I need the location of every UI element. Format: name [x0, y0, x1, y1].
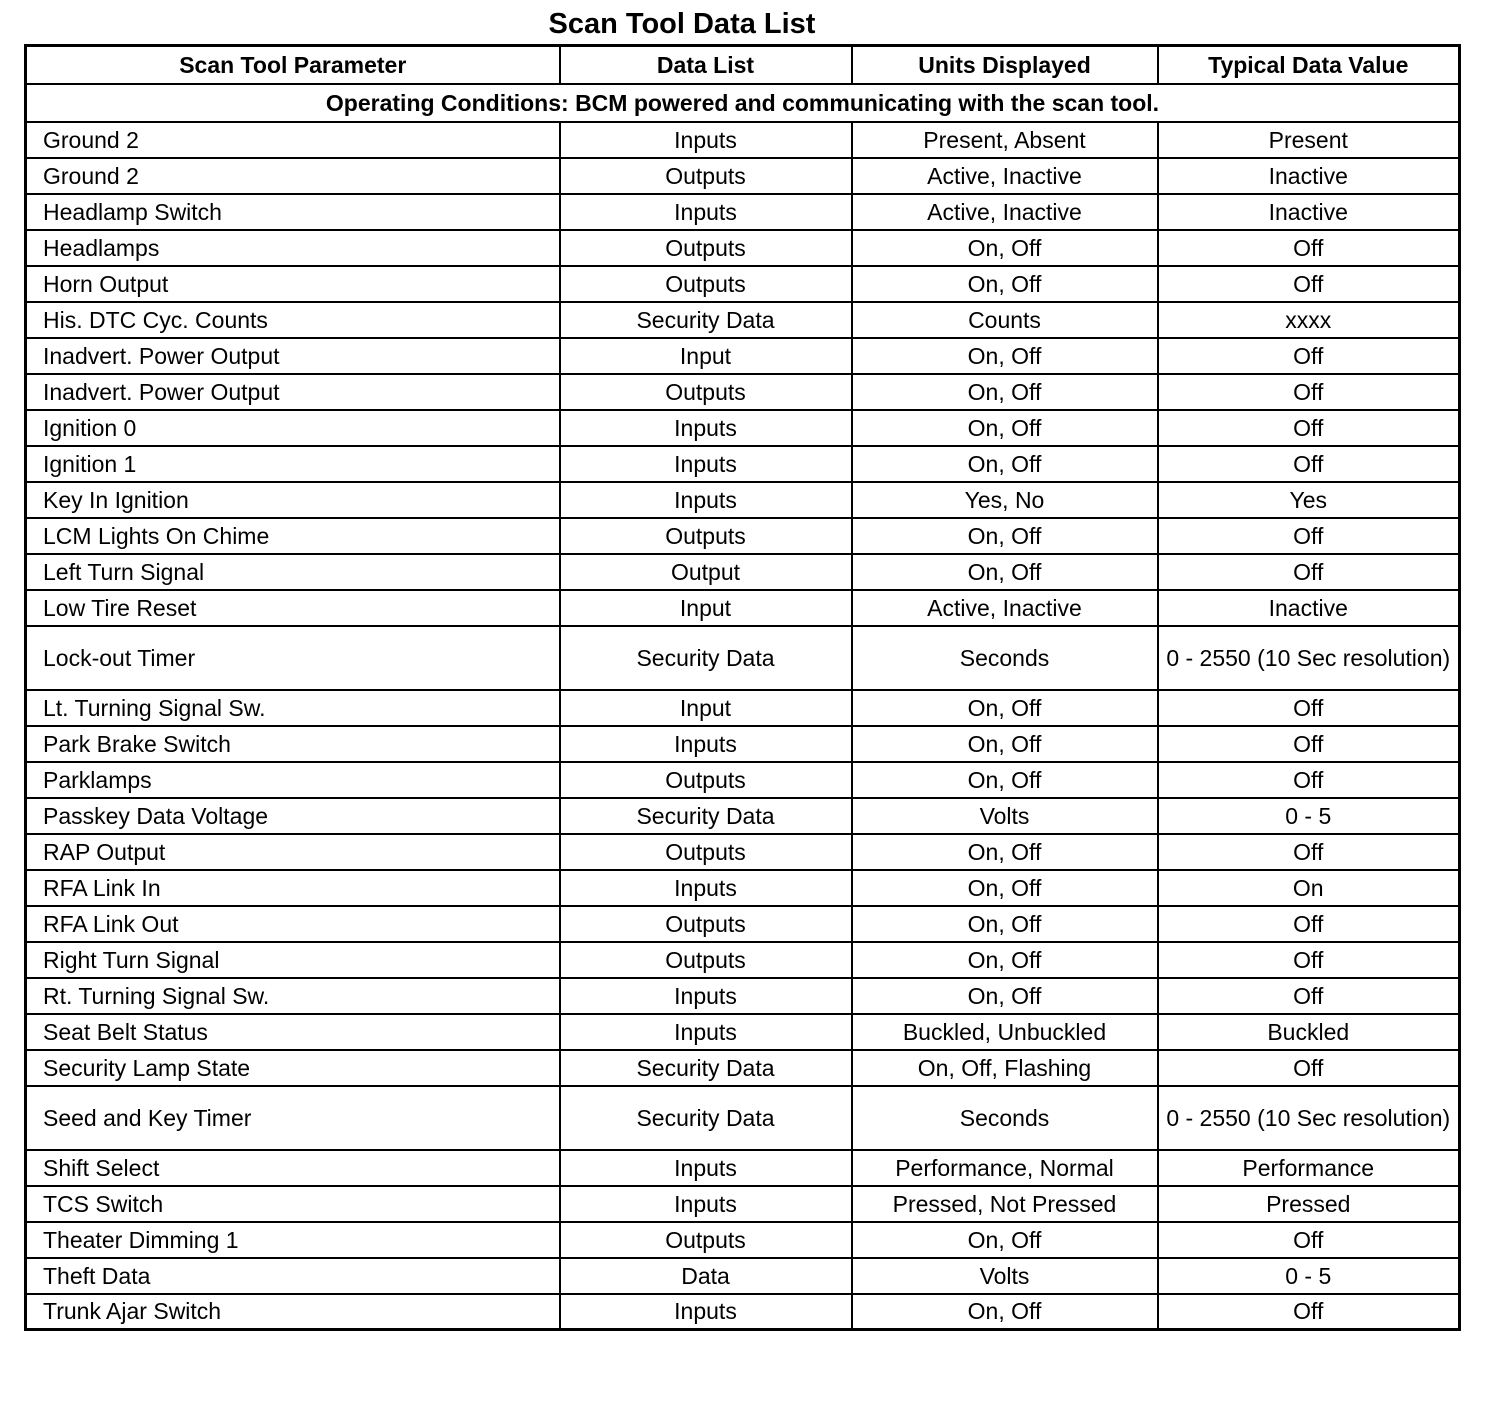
cell-parameter: Theater Dimming 1 — [26, 1222, 560, 1258]
table-row — [26, 1150, 1460, 1186]
cell-units-displayed: On, Off — [852, 762, 1158, 798]
cell-data-list: Outputs — [560, 762, 852, 798]
cell-data-list: Outputs — [560, 834, 852, 870]
table-row — [26, 446, 1460, 482]
cell-typical-value: Inactive — [1158, 590, 1460, 626]
cell-data-list: Security Data — [560, 1086, 852, 1150]
cell-typical-value: Off — [1158, 266, 1460, 302]
cell-data-list: Outputs — [560, 906, 852, 942]
cell-typical-value: Off — [1158, 518, 1460, 554]
cell-data-list: Input — [560, 338, 852, 374]
cell-units-displayed: Present, Absent — [852, 122, 1158, 158]
cell-typical-value: Off — [1158, 834, 1460, 870]
header-data-list: Data List — [560, 46, 852, 84]
table-row — [26, 1014, 1460, 1050]
cell-parameter: Security Lamp State — [26, 1050, 560, 1086]
cell-typical-value: Off — [1158, 690, 1460, 726]
cell-typical-value: Performance — [1158, 1150, 1460, 1186]
cell-parameter: Inadvert. Power Output — [26, 338, 560, 374]
cell-data-list: Outputs — [560, 942, 852, 978]
cell-typical-value: Present — [1158, 122, 1460, 158]
table-row — [26, 906, 1460, 942]
header-row — [26, 46, 1460, 84]
cell-parameter: Park Brake Switch — [26, 726, 560, 762]
table-row — [26, 1086, 1460, 1150]
cell-typical-value: Off — [1158, 446, 1460, 482]
cell-typical-value: Off — [1158, 554, 1460, 590]
cell-units-displayed: On, Off — [852, 942, 1158, 978]
table-row — [26, 1050, 1460, 1086]
cell-units-displayed: Counts — [852, 302, 1158, 338]
table-row — [26, 230, 1460, 266]
cell-units-displayed: On, Off — [852, 518, 1158, 554]
cell-units-displayed: On, Off — [852, 446, 1158, 482]
cell-typical-value: Off — [1158, 410, 1460, 446]
table-row — [26, 726, 1460, 762]
table-row — [26, 410, 1460, 446]
cell-typical-value: Off — [1158, 726, 1460, 762]
cell-data-list: Output — [560, 554, 852, 590]
table-row — [26, 554, 1460, 590]
cell-typical-value: Buckled — [1158, 1014, 1460, 1050]
cell-data-list: Security Data — [560, 626, 852, 690]
cell-typical-value: Off — [1158, 1050, 1460, 1086]
cell-parameter: RFA Link In — [26, 870, 560, 906]
cell-parameter: Theft Data — [26, 1258, 560, 1294]
cell-units-displayed: On, Off — [852, 906, 1158, 942]
cell-data-list: Inputs — [560, 726, 852, 762]
table-row — [26, 626, 1460, 690]
cell-parameter: LCM Lights On Chime — [26, 518, 560, 554]
cell-parameter: Shift Select — [26, 1150, 560, 1186]
cell-typical-value: Inactive — [1158, 194, 1460, 230]
cell-units-displayed: Pressed, Not Pressed — [852, 1186, 1158, 1222]
cell-data-list: Inputs — [560, 194, 852, 230]
cell-units-displayed: Yes, No — [852, 482, 1158, 518]
cell-typical-value: 0 - 5 — [1158, 798, 1460, 834]
cell-units-displayed: On, Off — [852, 554, 1158, 590]
cell-typical-value: Yes — [1158, 482, 1460, 518]
cell-data-list: Outputs — [560, 1222, 852, 1258]
cell-units-displayed: Active, Inactive — [852, 194, 1158, 230]
cell-data-list: Inputs — [560, 1294, 852, 1330]
cell-parameter: Headlamps — [26, 230, 560, 266]
table-row — [26, 870, 1460, 906]
cell-data-list: Inputs — [560, 870, 852, 906]
cell-parameter: RAP Output — [26, 834, 560, 870]
table-row — [26, 1258, 1460, 1294]
table-body — [26, 84, 1460, 1330]
cell-parameter: RFA Link Out — [26, 906, 560, 942]
cell-data-list: Data — [560, 1258, 852, 1294]
cell-units-displayed: On, Off — [852, 374, 1158, 410]
cell-parameter: Rt. Turning Signal Sw. — [26, 978, 560, 1014]
table-row — [26, 590, 1460, 626]
cell-units-displayed: Performance, Normal — [852, 1150, 1158, 1186]
cell-parameter: Lock-out Timer — [26, 626, 560, 690]
cell-parameter: Passkey Data Voltage — [26, 798, 560, 834]
cell-parameter: Inadvert. Power Output — [26, 374, 560, 410]
table-row — [26, 1222, 1460, 1258]
table-row — [26, 122, 1460, 158]
cell-typical-value: Off — [1158, 762, 1460, 798]
cell-units-displayed: Seconds — [852, 1086, 1158, 1150]
table-row — [26, 942, 1460, 978]
table-row — [26, 374, 1460, 410]
cell-units-displayed: Volts — [852, 1258, 1158, 1294]
cell-typical-value: Off — [1158, 1294, 1460, 1330]
cell-typical-value: 0 - 2550 (10 Sec resolution) — [1158, 626, 1460, 690]
cell-units-displayed: On, Off — [852, 978, 1158, 1014]
cell-parameter: Key In Ignition — [26, 482, 560, 518]
cell-data-list: Security Data — [560, 1050, 852, 1086]
table-row — [26, 978, 1460, 1014]
cell-data-list: Inputs — [560, 122, 852, 158]
cell-typical-value: Off — [1158, 978, 1460, 1014]
cell-data-list: Outputs — [560, 230, 852, 266]
table-row — [26, 1294, 1460, 1330]
cell-data-list: Inputs — [560, 446, 852, 482]
cell-parameter: Low Tire Reset — [26, 590, 560, 626]
cell-units-displayed: Active, Inactive — [852, 590, 1158, 626]
cell-units-displayed: On, Off — [852, 230, 1158, 266]
cell-parameter: Horn Output — [26, 266, 560, 302]
page-title: Scan Tool Data List — [548, 8, 816, 40]
table-row — [26, 194, 1460, 230]
operating-conditions: Operating Conditions: BCM powered and communicating with the scan tool. — [26, 84, 1460, 122]
cell-data-list: Outputs — [560, 518, 852, 554]
cell-parameter: Seed and Key Timer — [26, 1086, 560, 1150]
table-row — [26, 762, 1460, 798]
cell-data-list: Outputs — [560, 266, 852, 302]
cell-parameter: TCS Switch — [26, 1186, 560, 1222]
cell-units-displayed: On, Off — [852, 726, 1158, 762]
cell-data-list: Inputs — [560, 1186, 852, 1222]
cell-parameter: Right Turn Signal — [26, 942, 560, 978]
cell-units-displayed: On, Off — [852, 870, 1158, 906]
cell-typical-value: Inactive — [1158, 158, 1460, 194]
cell-data-list: Inputs — [560, 978, 852, 1014]
cell-typical-value: Off — [1158, 374, 1460, 410]
header-units-displayed: Units Displayed — [852, 46, 1158, 84]
cell-typical-value: 0 - 5 — [1158, 1258, 1460, 1294]
cell-typical-value: Off — [1158, 230, 1460, 266]
cell-units-displayed: On, Off, Flashing — [852, 1050, 1158, 1086]
cell-parameter: Ignition 1 — [26, 446, 560, 482]
cell-typical-value: xxxx — [1158, 302, 1460, 338]
cell-typical-value: Off — [1158, 1222, 1460, 1258]
cell-data-list: Outputs — [560, 374, 852, 410]
cell-parameter: Ignition 0 — [26, 410, 560, 446]
cell-units-displayed: Volts — [852, 798, 1158, 834]
cell-data-list: Security Data — [560, 302, 852, 338]
cell-units-displayed: Active, Inactive — [852, 158, 1158, 194]
cell-data-list: Inputs — [560, 482, 852, 518]
cell-parameter: Headlamp Switch — [26, 194, 560, 230]
cell-typical-value: Pressed — [1158, 1186, 1460, 1222]
table-row — [26, 1186, 1460, 1222]
cell-units-displayed: On, Off — [852, 1222, 1158, 1258]
cell-units-displayed: On, Off — [852, 1294, 1158, 1330]
cell-data-list: Security Data — [560, 798, 852, 834]
cell-units-displayed: On, Off — [852, 410, 1158, 446]
header-typical-data-value: Typical Data Value — [1158, 46, 1460, 84]
cell-units-displayed: Buckled, Unbuckled — [852, 1014, 1158, 1050]
table-row — [26, 834, 1460, 870]
table-row — [26, 158, 1460, 194]
cell-typical-value: Off — [1158, 906, 1460, 942]
cell-typical-value: On — [1158, 870, 1460, 906]
cell-units-displayed: On, Off — [852, 266, 1158, 302]
table-row — [26, 518, 1460, 554]
cell-data-list: Inputs — [560, 1150, 852, 1186]
table-row — [26, 302, 1460, 338]
cell-parameter: Parklamps — [26, 762, 560, 798]
cell-units-displayed: On, Off — [852, 338, 1158, 374]
cell-parameter: Ground 2 — [26, 122, 560, 158]
cell-units-displayed: On, Off — [852, 834, 1158, 870]
cell-data-list: Inputs — [560, 410, 852, 446]
cell-parameter: Seat Belt Status — [26, 1014, 560, 1050]
table-row — [26, 798, 1460, 834]
operating-conditions-row — [26, 84, 1460, 122]
cell-data-list: Input — [560, 690, 852, 726]
table-row — [26, 482, 1460, 518]
cell-parameter: Trunk Ajar Switch — [26, 1294, 560, 1330]
cell-parameter: Lt. Turning Signal Sw. — [26, 690, 560, 726]
cell-parameter: Left Turn Signal — [26, 554, 560, 590]
cell-typical-value: Off — [1158, 942, 1460, 978]
header-scan-tool-parameter: Scan Tool Parameter — [26, 46, 560, 84]
cell-typical-value: Off — [1158, 338, 1460, 374]
cell-data-list: Outputs — [560, 158, 852, 194]
table-row — [26, 266, 1460, 302]
cell-data-list: Inputs — [560, 1014, 852, 1050]
scan-tool-data-table — [24, 44, 1461, 1331]
cell-units-displayed: On, Off — [852, 690, 1158, 726]
cell-typical-value: 0 - 2550 (10 Sec resolution) — [1158, 1086, 1460, 1150]
table-row — [26, 690, 1460, 726]
cell-data-list: Input — [560, 590, 852, 626]
cell-units-displayed: Seconds — [852, 626, 1158, 690]
table-row — [26, 338, 1460, 374]
cell-parameter: Ground 2 — [26, 158, 560, 194]
cell-parameter: His. DTC Cyc. Counts — [26, 302, 560, 338]
